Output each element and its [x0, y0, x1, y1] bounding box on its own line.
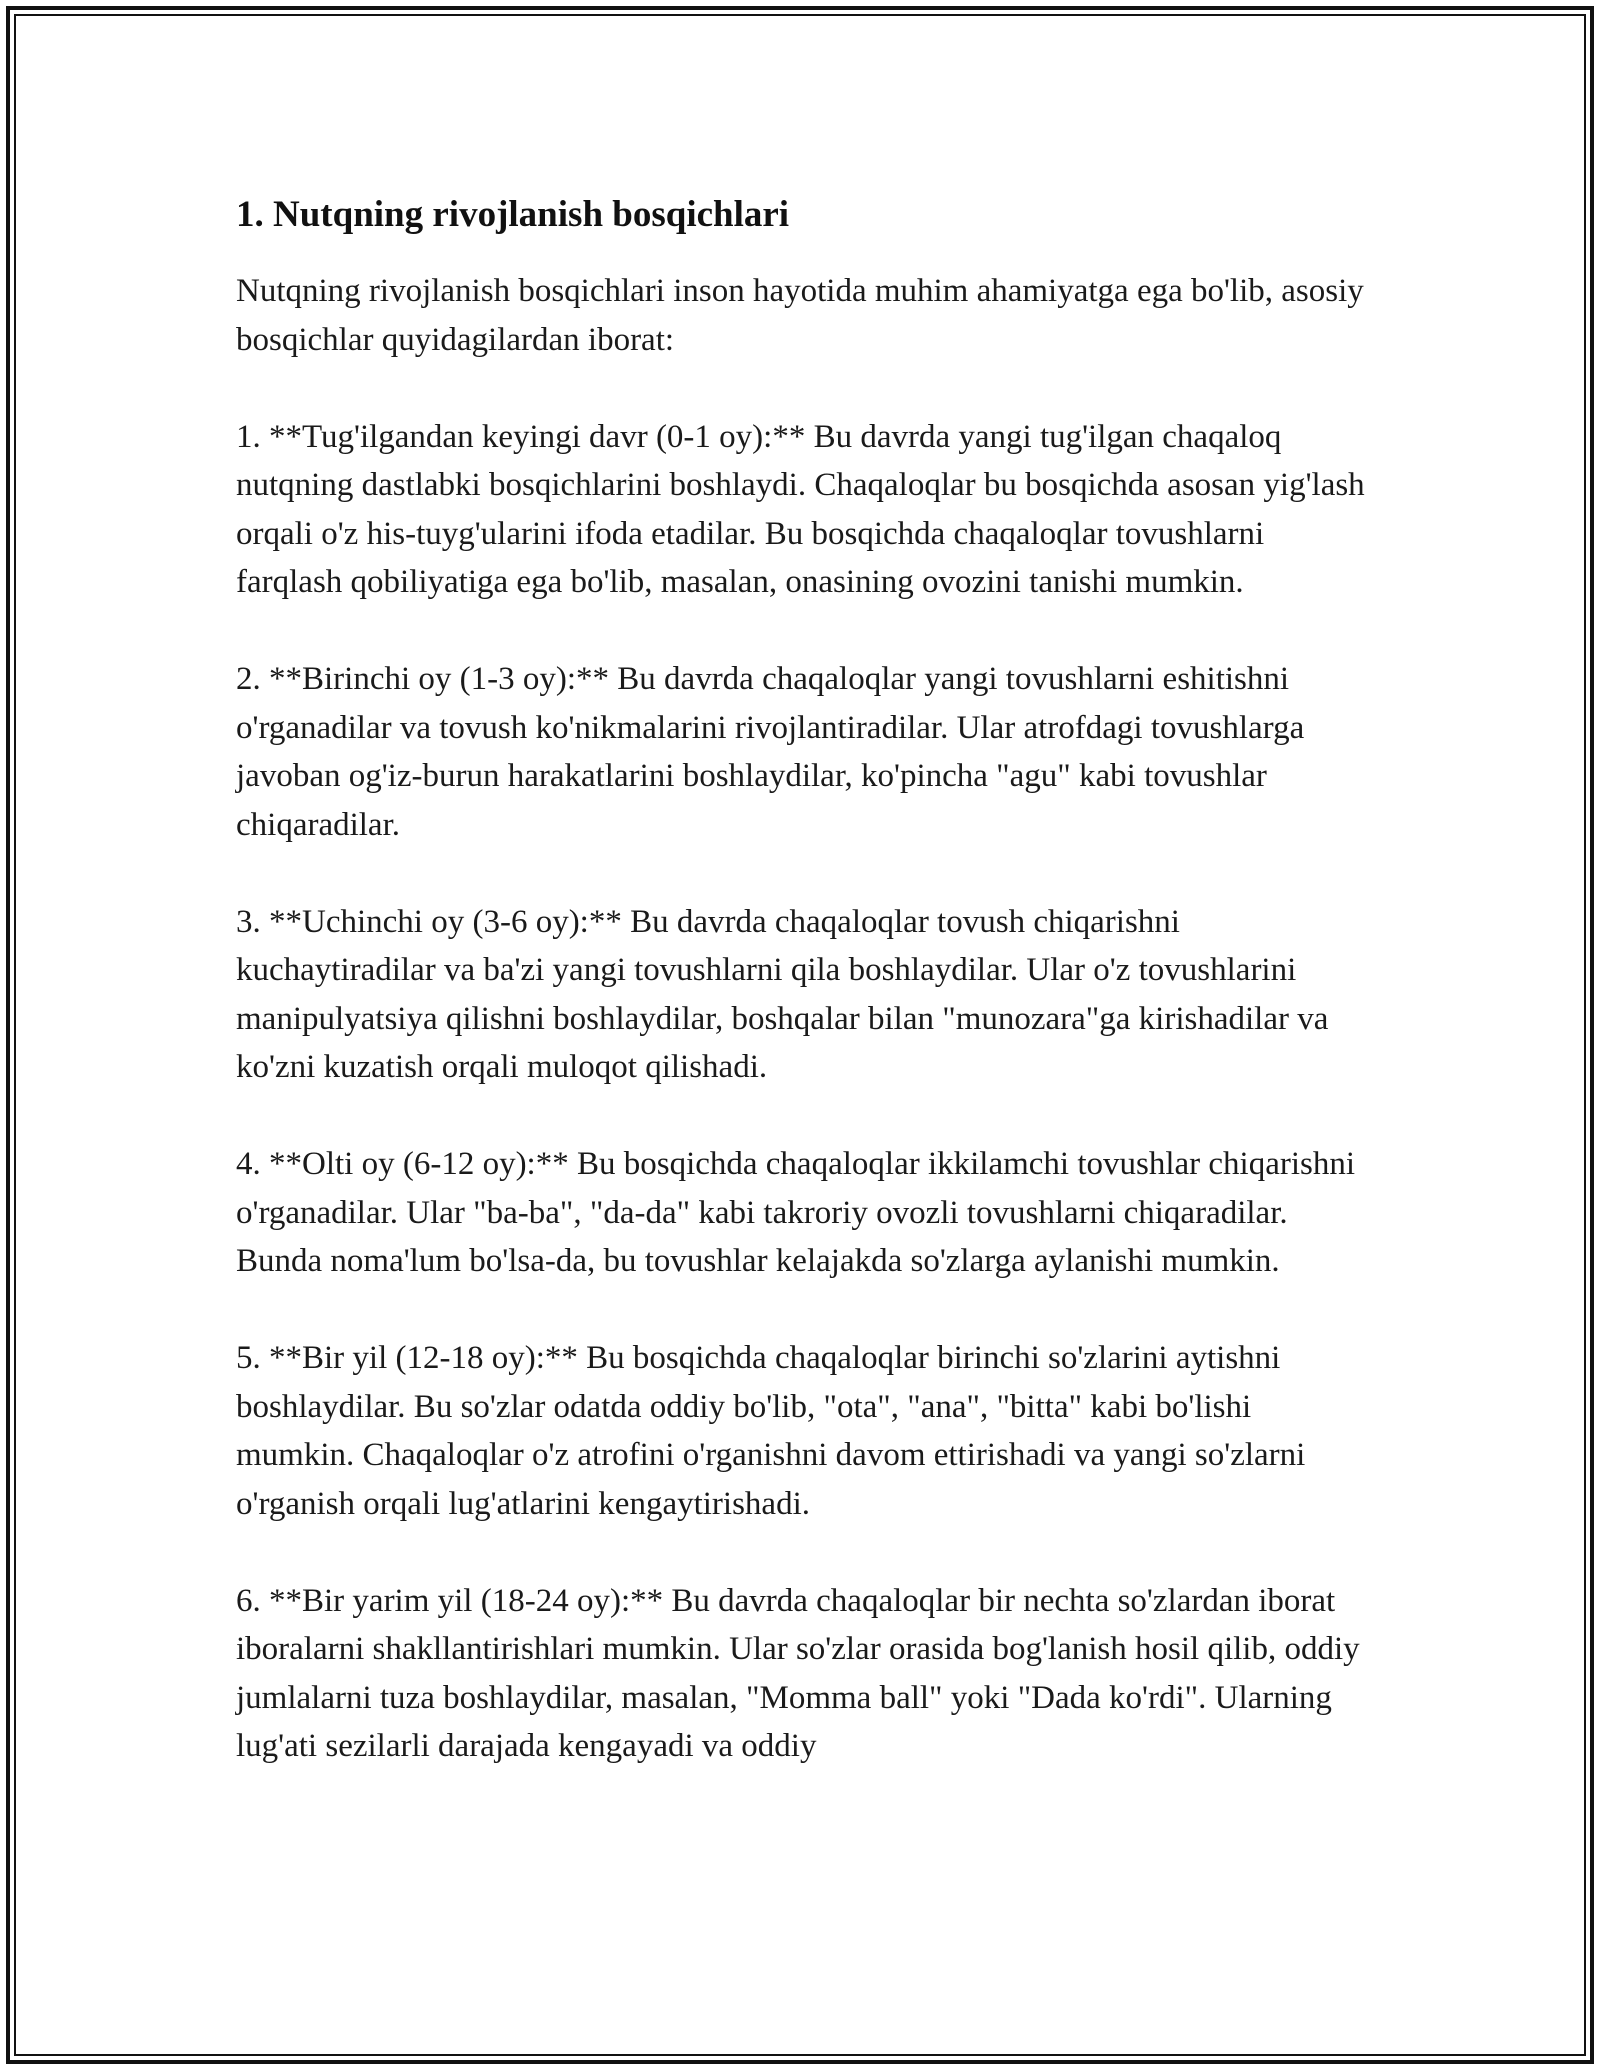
document-page [236, 185, 1376, 1819]
stage-6-paragraph: 6. **Bir yarim yil (18-24 oy):** Bu davrda chaqaloqlar bir nechta so'zlardan iborat iboralarni shakllantirishlari mumkin. Ular so'zlar orasida bog'lanish hosil qilib, oddiy jumlalarni tuza boshlaydilar, masalan, "Momma ball" yoki "Dada ko'rdi". Ularning lug'ati sezilarli darajada kengayadi va oddiy [236, 1582, 1360, 1764]
section-heading: 1. Nutqning rivojlanish bosqichlari [236, 194, 790, 235]
stage-4-paragraph: 4. **Olti oy (6-12 oy):** Bu bosqichda chaqaloqlar ikkilamchi tovushlar chiqarishni o'rganadilar. Ular "ba-ba", "da-da" kabi takroriy ovozli tovushlarni chiqaradilar. Bunda noma'lum bo'lsa-da, bu tovushlar kelajakda so'zlarga aylanishi mumkin. [236, 1146, 1356, 1279]
intro-paragraph: Nutqning rivojlanish bosqichlari inson hayotida muhim ahamiyatga ega bo'lib, asosiy bosqichlar quyidagilardan iborat: [236, 273, 1364, 358]
stage-2-paragraph: 2. **Birinchi oy (1-3 oy):** Bu davrda chaqaloqlar yangi tovushlarni eshitishni o'rganadilar va tovush ko'nikmalarini rivojlantiradilar. Ular atrofdagi tovushlarga javoban og'iz-burun harakatlarini boshlaydilar, ko'pincha "agu" kabi tovushlar chiqaradilar. [236, 661, 1305, 843]
stage-3-paragraph: 3. **Uchinchi oy (3-6 oy):** Bu davrda chaqaloqlar tovush chiqarishni kuchaytiradilar va ba'zi yangi tovushlarni qila boshlaydilar. Ular o'z tovushlarini manipulyatsiya qilishni boshlaydilar, boshqalar bilan "munozara"ga kirishadilar va ko'zni kuzatish orqali muloqot qilishadi. [236, 903, 1329, 1085]
stage-5-paragraph: 5. **Bir yil (12-18 oy):** Bu bosqichda chaqaloqlar birinchi so'zlarini aytishni boshlaydilar. Bu so'zlar odatda oddiy bo'lib, "ota", "ana", "bitta" kabi bo'lishi mumkin. Chaqaloqlar o'z atrofini o'rganishni davom ettirishadi va yangi so'zlarni o'rganish orqali lug'atlarini kengaytirishadi. [236, 1340, 1306, 1522]
stage-1-paragraph: 1. **Tug'ilgandan keyingi davr (0-1 oy):** Bu davrda yangi tug'ilgan chaqaloq nutqning dastlabki bosqichlarini boshlaydi. Chaqaloqlar bu bosqichda asosan yig'lash orqali o'z his-tuyg'ularini ifoda etadilar. Bu bosqichda chaqaloqlar tovushlarni farqlash qobiliyatiga ega bo'lib, masalan, onasining ovozini tanishi mumkin. [236, 418, 1365, 600]
